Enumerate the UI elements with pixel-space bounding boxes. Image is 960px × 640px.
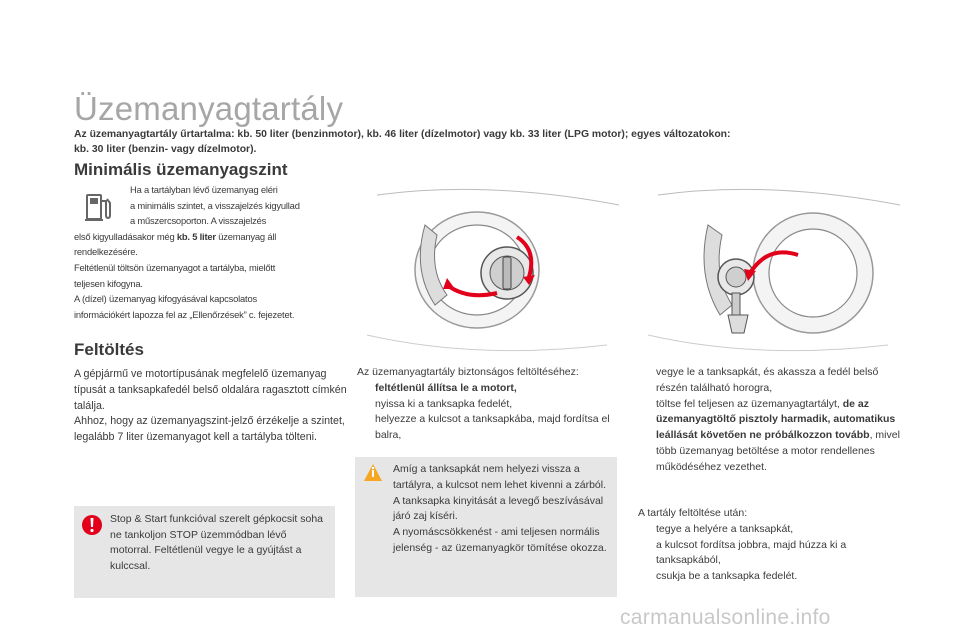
list-item: csukja be a tanksapka fedelét. — [638, 569, 908, 585]
info-paragraph-2: A tanksapka kinyitását a levegő beszívásával járó zaj kíséri. — [393, 494, 604, 523]
min-line-7: teljesen kifogyna. — [74, 277, 143, 289]
after-fill — [638, 506, 908, 585]
fill-heading: Feltöltés — [74, 340, 144, 359]
bullet-icon — [638, 397, 656, 476]
list-item: feltétlenül állítsa le a motort, — [357, 381, 622, 397]
fill-paragraph-1: A gépjármű ve motortípusának megfelelő üzemanyag típusát a tanksapkafedél belső oldalára ragasztott címkén találja. — [74, 368, 347, 412]
fill-steps-continued — [638, 365, 908, 476]
info-paragraph-3: A nyomáscsökkenést - ami teljesen normális jelenség - az üzemanyagkör tömítése okozza. — [393, 526, 607, 554]
list-item: tegye a helyére a tanksapkát, — [638, 522, 908, 538]
bullet-icon — [638, 569, 656, 585]
steps-intro: Az üzemanyagtartály biztonságos feltöltéséhez: — [357, 366, 579, 378]
min-line-5: rendelkezésére. — [74, 246, 138, 258]
min-line-6: Feltétlenül töltsön üzemanyagot a tartályba, mielőtt — [74, 261, 276, 273]
warning-icon — [81, 514, 103, 536]
fill-text — [74, 367, 349, 446]
info-paragraph-1: Amíg a tanksapkát nem helyezi vissza a tartályra, a kulcsot nem lehet kivenni a zárból. — [393, 463, 607, 491]
fill-steps — [357, 365, 622, 444]
min-level-heading: Minimális üzemanyagszint — [74, 160, 288, 179]
min-line-8: A (dízel) üzemanyag kifogyásával kapcsolatos — [74, 293, 257, 305]
list-item: a kulcsot fordítsa jobbra, majd húzza ki a tanksapkából, — [638, 538, 908, 570]
bullet-icon — [357, 397, 375, 413]
bullet-icon — [357, 412, 375, 444]
list-item: nyissa ki a tanksapka fedelét, — [357, 397, 622, 413]
list-item: vegye le a tanksapkát, és akassza a fedél belső részén található horogra, — [638, 365, 908, 397]
page-title: Üzemanyagtartály — [74, 90, 344, 127]
capacity-line-2: kb. 30 liter (benzin- vagy dízelmotor). — [74, 144, 257, 155]
capacity-note — [74, 127, 874, 157]
list-item: töltse fel teljesen az üzemanyagtartályt, de az üzemanyagtöltő pisztoly harmadik, automatikus leállását követően ne próbálkozzon tovább, mivel több üzemanyag betöltése a motor rendellenes működéséhez vezethet. — [638, 397, 908, 476]
min-level-text — [74, 182, 344, 322]
bullet-icon — [638, 522, 656, 538]
info-icon — [363, 463, 383, 483]
bullet-icon — [357, 381, 375, 397]
bullet-icon — [638, 365, 656, 397]
min-line-4: első kigyulladásakor még kb. 5 liter üzemanyag áll — [74, 230, 277, 242]
bullet-icon — [638, 538, 656, 570]
fill-paragraph-2: Ahhoz, hogy az üzemanyagszint-jelző érzékelje a szintet, legalább 7 liter üzemanyagot kell a tartályba tölteni. — [74, 415, 345, 444]
watermark: carmanualsonline.info — [620, 606, 831, 629]
warning-text: Stop & Start funkcióval szerelt gépkocsit soha ne tankoljon STOP üzemmódban lévő motorral. Feltétlenül vegye le a gyújtást a kulccsal. — [110, 513, 324, 572]
min-line-1: Ha a tartályban lévő üzemanyag eléri — [130, 184, 278, 195]
after-intro: A tartály feltöltése után: — [638, 507, 748, 519]
list-item: helyezze a kulcsot a tanksapkába, majd fordítsa el balra, — [357, 412, 622, 444]
fuel-cap-illustration-open — [357, 185, 619, 357]
capacity-line-1: Az üzemanyagtartály űrtartalma: kb. 50 liter (benzinmotor), kb. 46 liter (dízelmotor) vagy kb. 33 liter (LPG motor); egyes változatokon: — [74, 129, 731, 140]
min-line-3: a műszercsoporton. A visszajelzés — [130, 215, 267, 227]
min-line-9: információkért lapozza fel az „Ellenőrzések” c. fejezetet. — [74, 308, 295, 320]
min-line-2: a minimális szintet, a visszajelzés kigyullad — [130, 199, 300, 211]
fuel-cap-illustration-hanging — [638, 185, 900, 357]
info-text — [393, 462, 608, 557]
